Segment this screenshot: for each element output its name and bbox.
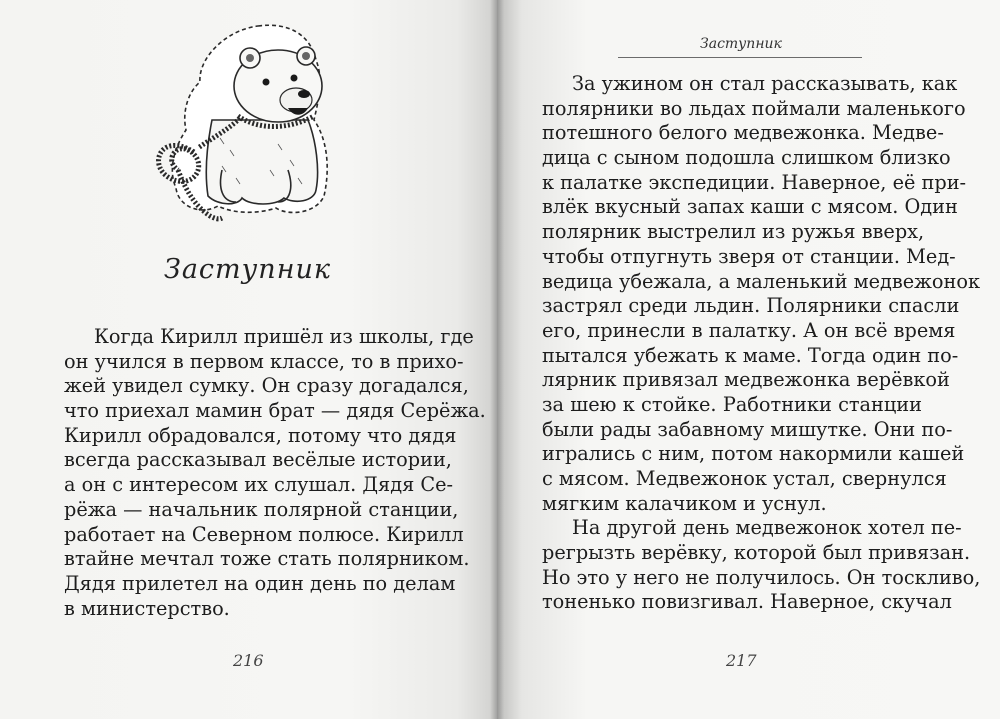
- text-line: в министерство.: [64, 596, 230, 620]
- text-line: а он с интересом их слушал. Дядя Се-: [64, 473, 454, 497]
- text-line: Кирилл обрадовался, потому что дядя: [64, 423, 457, 447]
- polar-bear-cub-with-rope-icon: [138, 20, 378, 230]
- text-line: что приехал мамин брат — дядя Серёжа.: [64, 399, 486, 423]
- right-page-text: [542, 72, 981, 615]
- chapter-title: Заступник: [164, 254, 331, 285]
- text-line: с мясом. Медвежонок устал, свернулся: [542, 467, 947, 490]
- text-line: он учился в первом классе, то в прихо-: [64, 349, 464, 373]
- text-line: были рады забавному мишутке. Они по-: [542, 417, 953, 441]
- text-line: всегда рассказывал весёлые истории,: [64, 448, 452, 472]
- text-line: чтобы отпугнуть зверя от станции. Мед-: [542, 244, 956, 268]
- text-line: за шею к стойке. Работники станции: [542, 392, 922, 416]
- text-line: На другой день медвежонок хотел пе-: [572, 516, 962, 540]
- text-line: дица с сыном подошла слишком близко: [542, 146, 951, 170]
- text-line: влёк вкусный запах каши с мясом. Один: [542, 195, 958, 219]
- text-line: работает на Северном полюсе. Кирилл: [64, 522, 464, 546]
- text-line: жей увидел сумку. Он сразу догадался,: [64, 374, 469, 398]
- text-line: ведица убежала, а маленький медвежонок: [542, 269, 981, 293]
- text-line: пытался убежать к маме. Тогда один по-: [542, 343, 959, 367]
- running-head-rule: [618, 57, 862, 58]
- text-line: полярники во льдах поймали маленького: [542, 96, 966, 120]
- text-line: застрял среди льдин. Полярники спасли: [542, 294, 960, 318]
- text-line: рёжа — начальник полярной станции,: [64, 497, 459, 521]
- text-line: За ужином он стал рассказывать, как: [572, 72, 958, 95]
- page-number-left: 216: [233, 651, 264, 670]
- text-line: Но это у него не получилось. Он тоскливо,: [542, 565, 981, 589]
- text-line: его, принесли в палатку. А он всё время: [542, 318, 956, 342]
- text-line: игрались с ним, потом накормили кашей: [542, 442, 965, 466]
- text-line: полярник выстрелил из ружья вверх,: [542, 220, 925, 244]
- running-head: Заступник: [700, 36, 782, 52]
- text-line: мягким калачиком и уснул.: [542, 491, 827, 515]
- text-line: втайне мечтал тоже стать полярником.: [64, 547, 470, 571]
- text-line: Когда Кирилл пришёл из школы, где: [94, 325, 474, 348]
- text-line: лярник привязал медвежонка верёвкой: [542, 368, 950, 392]
- text-line: к палатке экспедиции. Наверное, её при-: [542, 170, 967, 194]
- page-number-right: 217: [726, 651, 757, 670]
- chapter-opening-paragraph: [64, 325, 486, 621]
- left-page: [0, 0, 497, 719]
- text-line: потешного белого медвежонка. Медве-: [542, 121, 944, 145]
- book-gutter: [490, 0, 504, 719]
- text-line: тоненько повизгивал. Наверное, скучал: [542, 590, 952, 614]
- text-line: Дядя прилетел на один день по делам: [64, 571, 456, 595]
- text-line: регрызть верёвку, которой был привязан.: [542, 541, 971, 565]
